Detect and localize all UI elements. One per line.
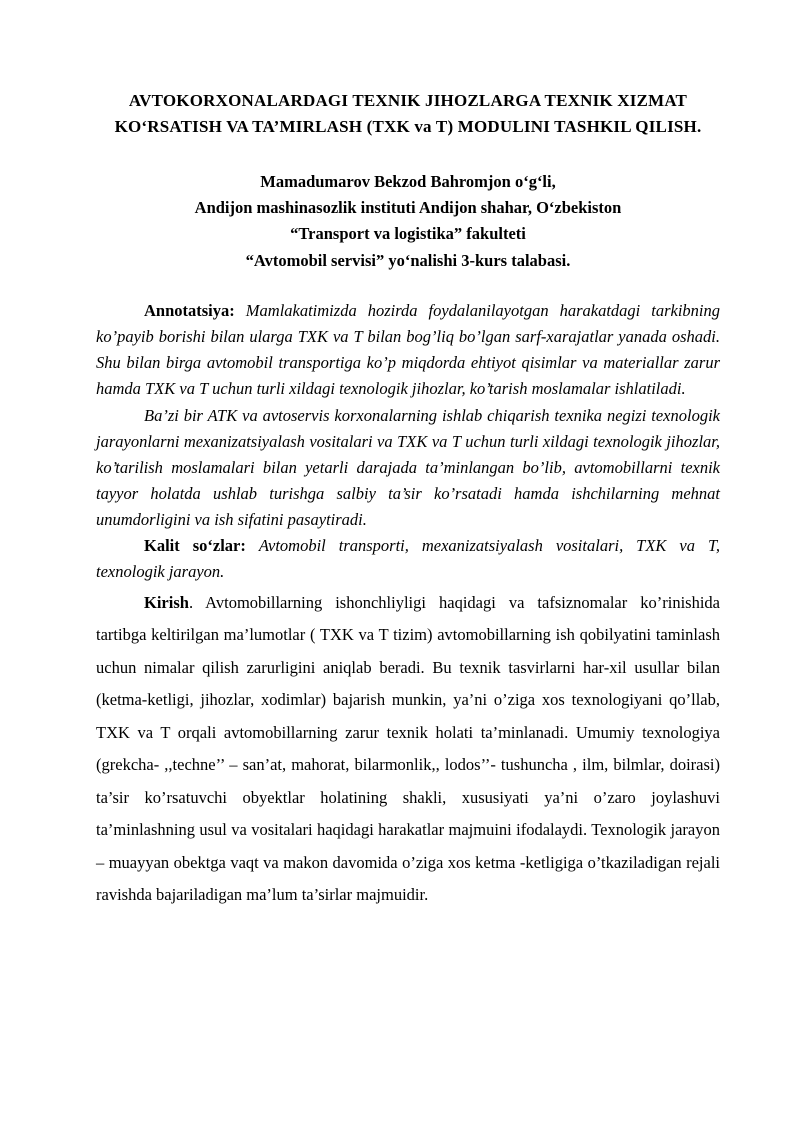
document-title: AVTOKORXONALARDAGI TEXNIK JIHOZLARGA TEXNIK XIZMAT KO‘RSATISH VA TA’MIRLASH (TXK va T) MODULINI TASHKIL QILISH. — [114, 91, 702, 137]
keywords-paragraph — [96, 533, 720, 585]
abstract-text-2: Ba’zi bir ATK va avtoservis korxonalarning ishlab chiqarish texnika negizi texnologik jarayonlarni mexanizatsiyalash vositalari va TXK va T uchun turli xildagi texnologik jihozlar, ko’tarilish moslamalari bilan yetarli darajada ta’minlangan bo’lib, avtomobillarni texnik tayyor holatda ushlab turishga salbiy ta’sir ko’rsatadi hamda ishchilarning mehnat unumdorligini va ish sifatini pasaytiradi. — [96, 405, 720, 529]
introduction-text: . Avtomobillarning ishonchliyligi haqidagi va tafsiznomalar ko’rinishida tartibga keltirilgan ma’lumotlar ( TXK va T tizim) avtomobillarning ish qobilyatini taminlash uchun nimalar qilish zarurligini aniqlab beradi. Bu texnik tasvirlarni har-xil usullar bilan (ketma-ketligi, jihozlar, xodimlar) bajarish munkin, ya’ni o’ziga xos texnologiyani qo’llab, TXK va T orqali avtomobillarning zarur texnik holati ta’minlanadi. Umumiy texnologiya (grekcha- ,,techne’’ – san’at, mahorat, bilarmonlik,, lodos’’- tushuncha , ilm, bilmlar, doirasi) ta’sir ko’rsatuvchi obyektlar holatining shakli, xususiyati ya’ni o’zaro joylashuvi ta’minlashning usul va vositalari haqidagi harakatlar majmuini ifodalaydi. Texnologik jarayon – muayyan obektga vaqt va makon davomida o’ziga xos ketma -ketligiga o’tkaziladigan rejali ravishda bajariladigan ma’lum ta’sirlar majmuidir. — [96, 592, 720, 905]
author-block — [96, 169, 720, 275]
abstract-label: Annotatsiya: — [144, 301, 235, 321]
author-affiliation: Andijon mashinasozlik instituti Andijon shahar, O‘zbekiston — [194, 198, 622, 218]
author-program: “Avtomobil servisi” yo‘nalishi 3-kurs talabasi. — [245, 250, 571, 270]
abstract-paragraph — [96, 298, 720, 402]
author-name: Mamadumarov Bekzod Bahromjon o‘g‘li, — [260, 171, 556, 191]
abstract-text: Mamlakatimizda hozirda foydalanilayotgan harakatdagi tarkibning ko’payib borishi bilan ularga TXK va T bilan bog’liq bo’lgan sarf-xarajatlar yanada oshadi. Shu bilan birga avtomobil transportiga ko’p miqdorda ehtiyot qisimlar va materiallar zarur hamda TXK va T uchun turli xildagi texnologik jihozlar, ko’tarish moslamalar ishlatiladi. — [96, 301, 721, 399]
introduction-label: Kirish — [144, 592, 189, 612]
keywords-label: Kalit so‘zlar: — [144, 535, 246, 555]
abstract-paragraph-2 — [96, 403, 720, 533]
author-faculty: “Transport va logistika” fakulteti — [290, 224, 526, 244]
document-body — [96, 298, 720, 912]
keywords-text: Avtomobil transporti, mexanizatsiyalash vositalari, TXK va T, texnologik jarayon. — [96, 535, 721, 581]
introduction-paragraph — [96, 587, 720, 912]
